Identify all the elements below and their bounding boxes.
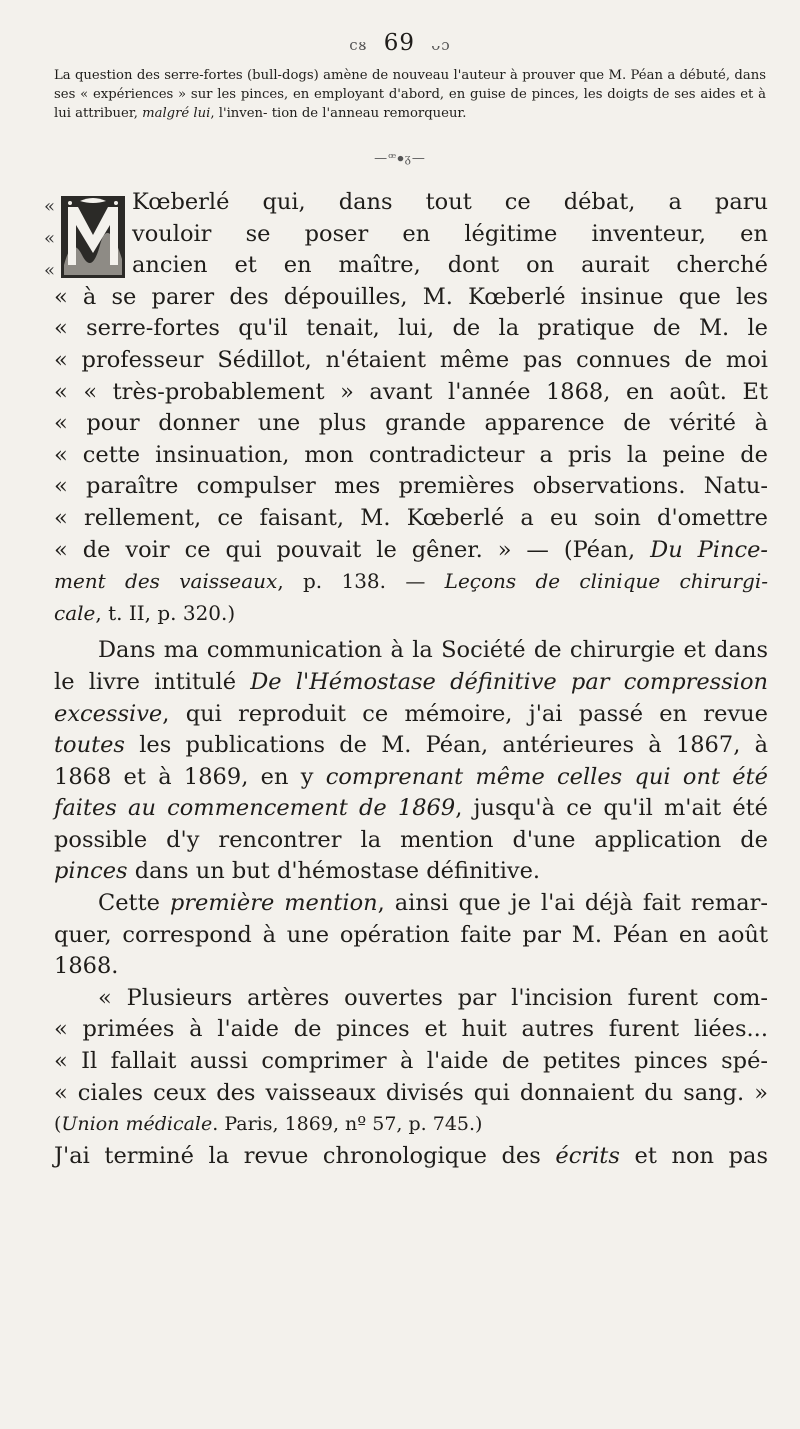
text-line: Kœberlé qui, dans tout ce débat, a paru — [132, 189, 768, 215]
chapter-summary — [54, 66, 766, 123]
text-line: « pour donner une plus grande apparence de vérité à — [54, 410, 768, 437]
quote-mark: « — [44, 196, 56, 217]
book-title: De l'Hémostase définitive par compression — [250, 668, 768, 695]
emphasis: toutes — [54, 732, 125, 759]
citation-title: cale — [54, 600, 96, 625]
emphasis: faites au commencement de 1869 — [54, 795, 456, 822]
page-header — [0, 30, 800, 56]
text-line: 1868. — [54, 953, 119, 980]
summary-italic: malgré lui — [142, 106, 211, 121]
text-segment: dans un but d'hémostase définitive. — [127, 858, 541, 885]
text-line: « Il fallait aussi comprimer à l'aide de petites pinces spé- — [54, 1048, 768, 1075]
text-line: « professeur Sédillot, n'étaient même pas connues de moi — [54, 346, 768, 373]
text-line — [54, 535, 768, 567]
text-line: « à se parer des dépouilles, M. Kœberlé insinue que les — [54, 283, 768, 310]
summary-line: en guise de pinces, les doigts de ses aides et à lui attribuer, — [54, 87, 766, 121]
ornament-right-icon: ᴗɔ — [431, 36, 451, 54]
text-segment: , jusqu'à ce qu'il m'ait été — [455, 795, 768, 822]
citation-line: (Union médicale. Paris, 1869, nº 57, p. 745.) — [54, 1113, 483, 1136]
ornamental-initial-m-icon — [60, 195, 126, 279]
text-line: ancien et en maître, dont on aurait cherché — [132, 252, 768, 279]
text-line: « rellement, ce faisant, M. Kœberlé a eu soin d'omettre — [54, 504, 768, 531]
emphasis: pinces — [54, 858, 128, 885]
body-text — [44, 187, 768, 1172]
text-segment: , p. 138. — — [277, 569, 445, 594]
page-number: 69 — [383, 30, 415, 56]
citation-title: ment des vaisseaux — [54, 569, 278, 594]
ornament-left-icon: cᴕ — [349, 36, 368, 54]
text-line: « Plusieurs artères ouvertes par l'incision furent com- — [98, 984, 768, 1011]
text-line: Dans ma communication à la Société de chirurgie et dans — [98, 637, 768, 664]
citation-title: Union médicale — [61, 1113, 213, 1136]
quote-mark: « — [44, 228, 56, 249]
citation-line — [54, 598, 768, 630]
text-segment: , t. II, p. 320.) — [95, 600, 236, 625]
text-line — [54, 730, 768, 762]
text-line — [54, 1141, 768, 1173]
text-line — [54, 888, 768, 920]
citation-title: Du Pince- — [650, 536, 768, 563]
citation-title: Leçons de clinique chirurgi- — [444, 569, 768, 594]
quote-mark: « — [44, 260, 56, 281]
emphasis: première mention — [169, 890, 378, 917]
text-line — [54, 699, 768, 731]
text-line — [54, 793, 768, 825]
text-segment: , qui reproduit ce mémoire, j'ai passé en revue — [162, 700, 768, 727]
text-line — [54, 856, 768, 888]
text-segment: J'ai terminé la revue chronologique des — [54, 1142, 556, 1169]
book-title: excessive — [54, 700, 163, 727]
text-line: possible d'y rencontrer la mention d'une application de — [54, 826, 768, 853]
summary-line: tion de l'anneau remorqueur. — [271, 106, 467, 121]
text-line — [54, 762, 768, 794]
text-segment: et non pas — [619, 1142, 768, 1169]
text-line: vouloir se poser en légitime inventeur, en — [132, 220, 768, 247]
citation-line — [54, 566, 768, 598]
text-line: quer, correspond à une opération faite par M. Péan en août — [54, 921, 768, 948]
emphasis: comprenant même celles qui ont été — [325, 763, 768, 790]
summary-line: , l'inven- — [210, 106, 268, 121]
text-segment: le livre intitulé — [54, 668, 251, 695]
text-segment: 1868 et à 1869, en y — [54, 763, 326, 790]
text-line: « serre-fortes qu'il tenait, lui, de la pratique de M. le — [54, 315, 768, 342]
text-line: « cette insinuation, mon contradicteur a pris la peine de — [54, 441, 768, 468]
text-segment: . Paris, 1869, nº 57, p. 745.) — [212, 1113, 483, 1136]
text-line: « « très-probablement » avant l'année 1868, en août. Et — [54, 378, 768, 405]
text-line: « ciales ceux des vaisseaux divisés qui donnaient du sang. » — [54, 1079, 768, 1106]
emphasis: écrits — [555, 1142, 620, 1169]
text-line: « primées à l'aide de pinces et huit autres furent liées... — [54, 1016, 768, 1043]
summary-line: La question des serre-fortes (bull-dogs) amène de nouveau l'auteur à prouver que — [54, 68, 605, 83]
text-segment: « de voir ce qui pouvait le gêner. » — (Péan, — [54, 536, 651, 563]
text-segment: , ainsi que je l'ai déjà fait remar- — [377, 890, 768, 917]
text-line: « paraître compulser mes premières observations. Natu- — [54, 473, 768, 500]
text-line — [54, 667, 768, 699]
section-separator: —ꟹ⦁ᵹ— — [374, 151, 426, 166]
summary-line: M. Péan a débuté, dans ses « expériences » sur les pinces, en employant d'abord, — [54, 68, 766, 102]
text-segment: les publications de M. Péan, antérieures à 1867, à — [124, 732, 768, 759]
text-segment: Cette — [98, 890, 170, 917]
